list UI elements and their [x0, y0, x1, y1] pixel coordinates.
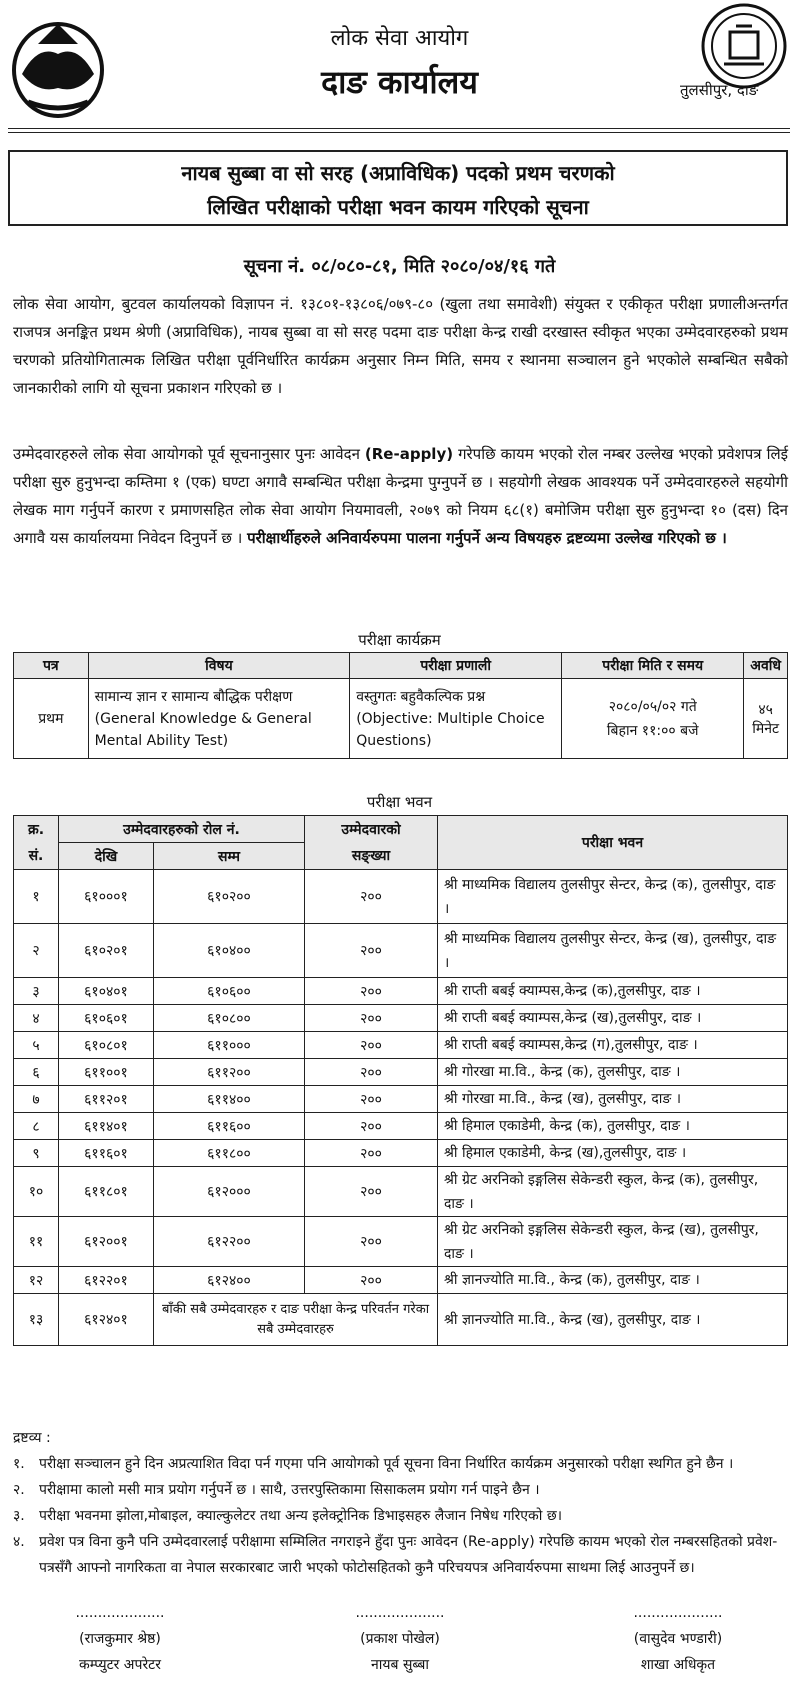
- header-count-bottom: सङ्ख्या: [305, 843, 438, 870]
- header-sn-bottom: सं.: [14, 843, 59, 870]
- table-row: [14, 1294, 788, 1346]
- signature-block-2: [280, 1600, 520, 1678]
- count-cell: २००: [305, 1167, 438, 1217]
- table-row: [14, 1032, 788, 1059]
- list-item: [13, 1503, 783, 1529]
- roll-to-cell: ६११६००: [154, 1113, 305, 1140]
- roll-from-cell: ६११२०१: [59, 1086, 154, 1113]
- center-cell: श्री ज्ञानज्योति मा.वि., केन्द्र (ख), तुलसीपुर, दाङ ।: [438, 1294, 788, 1346]
- roll-from-cell: ६११८०१: [59, 1167, 154, 1217]
- exam-schedule-title: परीक्षा कार्यक्रम: [358, 631, 441, 649]
- roll-to-cell: ६१०६००: [154, 978, 305, 1005]
- header-paper: पत्र: [14, 653, 89, 679]
- sn-cell: ५: [14, 1032, 59, 1059]
- roll-from-cell: ६१०६०१: [59, 1005, 154, 1032]
- roll-to-cell: ६१२२००: [154, 1217, 305, 1267]
- instructions-part-2: (Re-apply): [364, 445, 454, 463]
- roll-to-cell: ६१२४००: [154, 1267, 305, 1294]
- instructions-part-4: परीक्षार्थीहरुले अनिवार्यरुपमा पालना गर्नुपर्ने अन्य विषयहरु द्रष्टव्यमा उल्लेख गरिएको छ ।: [247, 529, 727, 547]
- table-row: [14, 1086, 788, 1113]
- sn-cell: १३: [14, 1294, 59, 1346]
- count-cell: २००: [305, 1032, 438, 1059]
- commission-seal-icon: [700, 2, 788, 90]
- note-text: परीक्षा भवनमा झोला,मोबाइल, क्याल्कुलेटर तथा अन्य इलेक्ट्रोनिक डिभाइसहरु लैजान निषेध गरिएको छ।: [39, 1508, 563, 1524]
- organization-name: लोक सेवा आयोग: [330, 26, 469, 51]
- center-cell: श्री ग्रेट अरनिको इङ्गलिस सेकेन्डरी स्कुल, केन्द्र (ख), तुलसीपुर, दाङ ।: [438, 1217, 788, 1267]
- count-cell: २००: [305, 1217, 438, 1267]
- header-rule-bottom: [8, 132, 790, 133]
- count-cell: २००: [305, 1005, 438, 1032]
- table-row: [14, 1140, 788, 1167]
- count-cell: २००: [305, 1113, 438, 1140]
- signatory-name: (वासुदेव भण्डारी): [633, 1631, 723, 1647]
- sn-cell: ९: [14, 1140, 59, 1167]
- header-date-time: परीक्षा मिति र समय: [562, 653, 744, 679]
- note-text: परीक्षा सञ्चालन हुने दिन अप्रत्याशित विदा पर्न गएमा पनि आयोगको पूर्व सूचना विना निर्धारित कार्यक्रम अनुसारको परीक्षा स्थगित हुने छैन ।: [39, 1456, 734, 1472]
- note-number: २.: [13, 1482, 25, 1498]
- signature-dots: ....................: [633, 1605, 723, 1621]
- table-row: [14, 1005, 788, 1032]
- roll-to-cell: ६११०००: [154, 1032, 305, 1059]
- paper-cell: प्रथम: [14, 679, 89, 759]
- signatory-name: (राजकुमार श्रेष्ठ): [79, 1631, 161, 1647]
- table-row: [14, 870, 788, 924]
- table-row: [14, 1059, 788, 1086]
- count-cell: २००: [305, 870, 438, 924]
- instructions-part-3: गरेपछि कायम भएको रोल नम्बर उल्लेख भएको प्रवेशपत्र लिई परीक्षा सुरु हुनुभन्दा कम्तिमा १ (एक) घण्टा अगावै सम्बन्धित परीक्षा केन्द्रमा पुग्नुपर्ने छ । सहयोगी लेखक आवश्यक पर्ने उम्मेदवारहरुले सहयोगी लेखक माग गर्नुपर्ने कारण र प्रमाणसहित लोक सेवा आयोग नियमावली, २०७९ को नियम ६८(१) बमोजिम परीक्षा सुरु हुनुभन्दा १० (दस) दिन अगावै यस कार्यालयमा निवेदन दिनुपर्ने छ ।: [13, 445, 789, 547]
- sn-cell: ६: [14, 1059, 59, 1086]
- note-text: प्रवेश पत्र विना कुनै पनि उम्मेदवारलाई परीक्षामा सम्मिलित नगराइने हुँदा पुनः आवेदन (Re-apply) गरेपछि कायम भएको रोल नम्बरसहितको प्रवेश-पत्रसँगै आफ्नो नागरिकता वा नेपाल सरकारबाट जारी भएको फोटोसहितको कुनै परिचयपत्र अनिवार्यरुपमा साथमा लिई आउनुपर्ने छ।: [39, 1534, 778, 1576]
- centers-header-row-1: [14, 816, 788, 843]
- roll-to-cell: ६१०४००: [154, 924, 305, 978]
- signatory-title: नायब सुब्बा: [371, 1657, 429, 1673]
- center-cell: श्री गोरखा मा.वि., केन्द्र (क), तुलसीपुर, दाङ ।: [438, 1059, 788, 1086]
- roll-from-cell: ६१२२०१: [59, 1267, 154, 1294]
- roll-to-cell: ६१०८००: [154, 1005, 305, 1032]
- signature-dots: ....................: [355, 1605, 445, 1621]
- notice-number: सूचना नं. ०८/०८०-८१, मिति २०८०/०४/१६ गते: [243, 256, 556, 277]
- table-row: [14, 1267, 788, 1294]
- center-cell: श्री ग्रेट अरनिको इङ्गलिस सेकेन्डरी स्कुल, केन्द्र (क), तुलसीपुर, दाङ ।: [438, 1167, 788, 1217]
- list-item: [13, 1451, 783, 1477]
- header-to: सम्म: [154, 843, 305, 870]
- count-cell: २००: [305, 978, 438, 1005]
- remaining-candidates-cell: बाँकी सबै उम्मेदवारहरु र दाङ परीक्षा केन्द्र परिवर्तन गरेका सबै उम्मेदवारहरु: [154, 1294, 438, 1346]
- notes-title: द्रष्टव्य :: [13, 1430, 51, 1446]
- roll-from-cell: ६११००१: [59, 1059, 154, 1086]
- roll-from-cell: ६१०४०१: [59, 978, 154, 1005]
- header-system: परीक्षा प्रणाली: [350, 653, 562, 679]
- roll-from-cell: ६१२००१: [59, 1217, 154, 1267]
- exam-schedule-header-row: [14, 653, 788, 679]
- roll-from-cell: ६१०००१: [59, 870, 154, 924]
- count-cell: २००: [305, 1059, 438, 1086]
- instructions-part-1: उम्मेदवारहरुले लोक सेवा आयोगको पूर्व सूचनानुसार पुनः आवेदन: [13, 445, 365, 463]
- sn-cell: १२: [14, 1267, 59, 1294]
- letterhead: [0, 0, 799, 130]
- subject-cell: सामान्य ज्ञान र सामान्य बौद्धिक परीक्षण (General Knowledge & General Mental Ability Test): [88, 679, 350, 759]
- roll-to-cell: ६१०२००: [154, 870, 305, 924]
- date-time-cell: [562, 679, 744, 759]
- count-cell: २००: [305, 924, 438, 978]
- exam-date: २०८०/०५/०२ गते: [608, 698, 697, 715]
- system-cell: वस्तुगतः बहुवैकल्पिक प्रश्न (Objective: Multiple Choice Questions): [350, 679, 562, 759]
- sn-cell: ११: [14, 1217, 59, 1267]
- header-from: देखि: [59, 843, 154, 870]
- center-cell: श्री हिमाल एकाडेमी, केन्द्र (ख),तुलसीपुर, दाङ ।: [438, 1140, 788, 1167]
- note-number: १.: [13, 1456, 25, 1472]
- center-cell: श्री हिमाल एकाडेमी, केन्द्र (क), तुलसीपुर, दाङ ।: [438, 1113, 788, 1140]
- note-text: परीक्षामा कालो मसी मात्र प्रयोग गर्नुपर्ने छ । साथै, उत्तरपुस्तिकामा सिसाकलम प्रयोग गर्न पाइने छैन ।: [39, 1482, 540, 1498]
- signature-dots: ....................: [75, 1605, 165, 1621]
- notes-list: [13, 1451, 783, 1581]
- header-duration: अवधि: [744, 653, 788, 679]
- office-city: तुलसीपुर, दाङ: [680, 81, 759, 99]
- intro-paragraph: लोक सेवा आयोग, बुटवल कार्यालयको विज्ञापन नं. १३८०१-१३८०६/०७९-८० (खुला तथा समावेशी) संयुक्त र एकीकृत परीक्षा प्रणालीअन्तर्गत राजपत्र अनङ्कित प्रथम श्रेणी (अप्राविधिक), नायब सुब्बा वा सो सरह पदमा दाङ परीक्षा केन्द्र राखी दरखास्त स्वीकृत भएका उम्मेदवारहरुको प्रथम चरणको प्रतियोगितात्मक लिखित परीक्षा पूर्वनिर्धारित कार्यक्रम अनुसार निम्न मिति, समय र स्थानमा सञ्चालन हुने भएकोले सम्बन्धित सबैको जानकारीको लागि यो सूचना प्रकाशन गरिएको छ ।: [13, 295, 788, 397]
- center-cell: श्री ज्ञानज्योति मा.वि., केन्द्र (क), तुलसीपुर, दाङ ।: [438, 1267, 788, 1294]
- sn-cell: ३: [14, 978, 59, 1005]
- exam-time: बिहान ११:०० बजे: [606, 722, 699, 739]
- count-cell: २००: [305, 1086, 438, 1113]
- note-number: ३.: [13, 1508, 25, 1524]
- sn-cell: ४: [14, 1005, 59, 1032]
- roll-to-cell: ६११४००: [154, 1086, 305, 1113]
- roll-from-cell: ६१२४०१: [59, 1294, 154, 1346]
- instructions-paragraph: [13, 440, 788, 552]
- list-item: [13, 1477, 783, 1503]
- signatory-name: (प्रकाश पोखेल): [360, 1631, 440, 1647]
- sn-cell: ८: [14, 1113, 59, 1140]
- duration-cell: ४५ मिनेट: [744, 679, 788, 759]
- signatory-title: कम्प्युटर अपरेटर: [79, 1657, 161, 1673]
- header-rule-top: [8, 128, 790, 129]
- header-subject: विषय: [88, 653, 350, 679]
- roll-from-cell: ६११६०१: [59, 1140, 154, 1167]
- exam-centers-table: [13, 815, 788, 1346]
- signatory-title: शाखा अधिकृत: [640, 1657, 716, 1673]
- count-cell: २००: [305, 1267, 438, 1294]
- roll-to-cell: ६११२००: [154, 1059, 305, 1086]
- exam-schedule-table: [13, 652, 788, 759]
- center-cell: श्री माध्यमिक विद्यालय तुलसीपुर सेन्टर, केन्द्र (ख), तुलसीपुर, दाङ ।: [438, 924, 788, 978]
- signature-block-1: [0, 1600, 240, 1678]
- header-roll: उम्मेदवारहरुको रोल नं.: [59, 816, 305, 843]
- center-cell: श्री राप्ती बबई क्याम्पस,केन्द्र (क),तुलसीपुर, दाङ ।: [438, 978, 788, 1005]
- exam-centers-title: परीक्षा भवन: [366, 793, 433, 811]
- center-cell: श्री राप्ती बबई क्याम्पस,केन्द्र (ख),तुलसीपुर, दाङ ।: [438, 1005, 788, 1032]
- exam-schedule-row: [14, 679, 788, 759]
- table-row: [14, 1217, 788, 1267]
- notes-section: [13, 1425, 783, 1581]
- signature-block-3: [558, 1600, 798, 1678]
- header-center: परीक्षा भवन: [438, 816, 788, 870]
- header-count-top: उम्मेदवारको: [305, 816, 438, 843]
- centers-body: [14, 870, 788, 1294]
- notice-title-line-1: नायब सुब्बा वा सो सरह (अप्राविधिक) पदको प्रथम चरणको: [181, 161, 615, 185]
- roll-from-cell: ६१०८०१: [59, 1032, 154, 1059]
- roll-to-cell: ६१२०००: [154, 1167, 305, 1217]
- notice-title-box: [8, 150, 788, 226]
- table-row: [14, 1113, 788, 1140]
- center-cell: श्री गोरखा मा.वि., केन्द्र (ख), तुलसीपुर, दाङ ।: [438, 1086, 788, 1113]
- roll-to-cell: ६११८००: [154, 1140, 305, 1167]
- table-row: [14, 924, 788, 978]
- table-row: [14, 1167, 788, 1217]
- sn-cell: ७: [14, 1086, 59, 1113]
- sn-cell: २: [14, 924, 59, 978]
- notice-title-line-2: लिखित परीक्षाको परीक्षा भवन कायम गरिएको सूचना: [207, 195, 589, 219]
- count-cell: २००: [305, 1140, 438, 1167]
- office-name: दाङ कार्यालय: [321, 63, 478, 101]
- list-item: [13, 1529, 783, 1581]
- sn-cell: १: [14, 870, 59, 924]
- roll-from-cell: ६११४०१: [59, 1113, 154, 1140]
- center-cell: श्री माध्यमिक विद्यालय तुलसीपुर सेन्टर, केन्द्र (क), तुलसीपुर, दाङ ।: [438, 870, 788, 924]
- roll-from-cell: ६१०२०१: [59, 924, 154, 978]
- header-sn-top: क्र.: [14, 816, 59, 843]
- center-cell: श्री राप्ती बबई क्याम्पस,केन्द्र (ग),तुलसीपुर, दाङ ।: [438, 1032, 788, 1059]
- sn-cell: १०: [14, 1167, 59, 1217]
- note-number: ४.: [13, 1534, 25, 1550]
- table-row: [14, 978, 788, 1005]
